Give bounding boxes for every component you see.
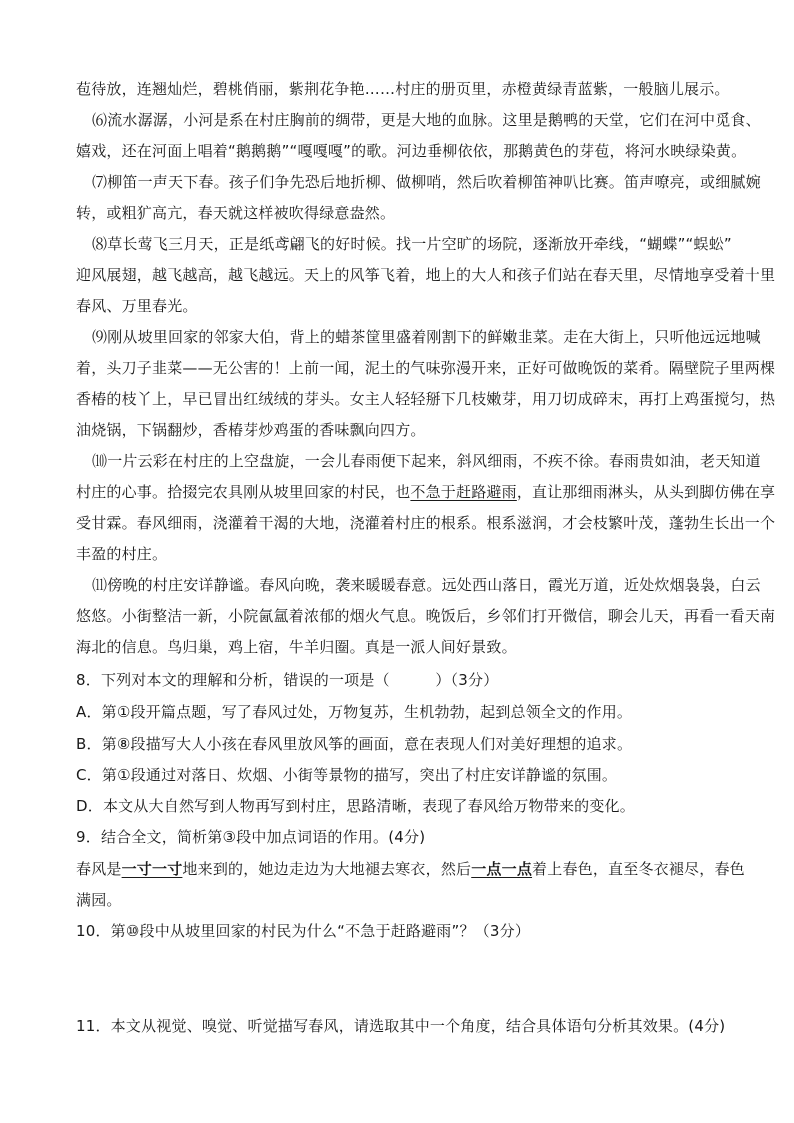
q9-quote-end: 着上春色，直至冬衣褪尽，春色 (532, 860, 745, 878)
paragraph-7-line-1: ⑺柳笛一声天下春。孩子们争先恐后地折柳、做柳哨，然后吹着柳笛神叭比赛。笛声嘹亮，或细腻婉 (92, 173, 761, 191)
paragraph-9-line-1: ⑼刚从坡里回家的邻家大伯，背上的蜡茶筐里盛着刚割下的鲜嫩韭菜。走在大街上，只听他远远地喊 (92, 328, 761, 346)
paragraph-10-line-4: 丰盈的村庄。 (76, 545, 168, 563)
paragraph-11-line-2: 悠悠。小街整洁一新，小院氤氲着浓郁的烟火气息。晚饭后，乡邻们打开微信，聊会儿天，再看一看天南 (76, 607, 776, 625)
paragraph-8-line-2: 迎风展翅，越飞越高，越飞越远。天上的风筝飞着，地上的大人和孩子们站在春天里，尽情地享受着十里 (76, 266, 776, 284)
paragraph-10-line-2-start: 村庄的心事。拾掇完农具刚从坡里回家的村民，也 (76, 483, 411, 501)
paragraph-9-line-3: 香椿的枝丫上，早已冒出红绒绒的芽头。女主人轻轻掰下几枝嫩芽，用刀切成碎末，再打上鸡蛋搅匀，热 (76, 390, 776, 408)
paragraph-11-line-1: ⑾傍晚的村庄安详静谧。春风向晚，袭来暖暖春意。远处西山落日，霞光万道，近处炊烟袅袅，白云 (92, 576, 761, 594)
paragraph-10-line-3: 受甘霖。春风细雨，浇灌着干渴的大地，浇灌着村庄的根系。根系滋润，才会枝繁叶茂，蓬勃生长出一个 (76, 514, 776, 532)
paragraph-6-line-2: 嬉戏，还在河面上唱着“鹅鹅鹅”“嘎嘎嘎”的歌。河边垂柳依依，那鹅黄色的芽苞，将河水映绿染黄。 (76, 142, 747, 160)
paragraph-9-line-2: 着，头刀子韭菜——无公害的！上前一闻，泥土的气味弥漫开来，正好可做晚饭的菜肴。隔壁院子里两棵 (76, 359, 776, 377)
question-8-option-b: B．第⑧段描写大人小孩在春风里放风筝的画面，意在表现人们对美好理想的追求。 (76, 735, 633, 753)
q9-quote-middle: 地来到的，她边走边为大地褪去寒衣，然后 (182, 860, 472, 878)
dotted-word-1: 一寸一寸 (121, 860, 183, 878)
paragraph-11-line-3: 海北的信息。鸟归巢，鸡上宿，牛羊归圈。真是一派人间好景致。 (76, 638, 517, 656)
question-9-quote-line-1 (76, 859, 745, 879)
question-8-option-c: C．第①段通过对落日、炊烟、小街等景物的描写，突出了村庄安详静谧的氛围。 (76, 766, 618, 784)
q9-quote-start: 春风是 (76, 860, 122, 878)
paragraph-9-line-4: 油烧锅，下锅翻炒，香椿芽炒鸡蛋的香味飘向四方。 (76, 421, 426, 439)
question-8-option-d: D．本文从大自然写到人物再写到村庄，思路清晰，表现了春风给万物带来的变化。 (76, 797, 635, 815)
underlined-phrase: 不急于赶路避雨 (410, 483, 517, 501)
paragraph-7-line-2: 转，或粗犷高亢，春天就这样被吹得绿意盎然。 (76, 204, 396, 222)
question-8-stem: 8．下列对本文的理解和分析，错误的一项是（ ）（3分） (76, 671, 499, 689)
dotted-word-2: 一点一点 (471, 860, 533, 878)
question-9-quote-line-2: 满园。 (76, 891, 122, 909)
paragraph-8-line-1: ⑻草长莺飞三月天，正是纸鸢翩飞的好时候。找一片空旷的场院，逐渐放开牵线，“蝴蝶”“蜈蚣” (92, 235, 732, 253)
paragraph-8-line-3: 春风、万里春光。 (76, 297, 198, 315)
paragraph-5-tail: 苞待放，连翘灿烂，碧桃俏丽，紫荆花争艳……村庄的册页里，赤橙黄绿青蓝紫，一般脑儿展示。 (76, 80, 730, 98)
paragraph-6-line-1: ⑹流水潺潺，小河是系在村庄胸前的绸带，更是大地的血脉。这里是鹅鸭的天堂，它们在河中觅食、 (92, 111, 761, 129)
question-10-stem: 10．第⑩段中从坡里回家的村民为什么“不急于赶路避雨”？（3分） (76, 922, 531, 940)
paragraph-10-line-2-end: ，直让那细雨淋头，从头到脚仿佛在享 (516, 483, 776, 501)
question-9-stem: 9．结合全文，简析第③段中加点词语的作用。(4分) (76, 828, 426, 846)
question-11-stem: 11．本文从视觉、嗅觉、听觉描写春风，请选取其中一个角度，结合具体语句分析其效果。(4分) (76, 1017, 726, 1035)
question-8-option-a: A．第①段开篇点题，写了春风过处，万物复苏，生机勃勃，起到总领全文的作用。 (76, 703, 633, 721)
paragraph-10-line-1: ⑽一片云彩在村庄的上空盘旋，一会儿春雨便下起来，斜风细雨，不疾不徐。春雨贵如油，老天知道 (92, 452, 761, 470)
paragraph-10-line-2 (76, 482, 775, 502)
